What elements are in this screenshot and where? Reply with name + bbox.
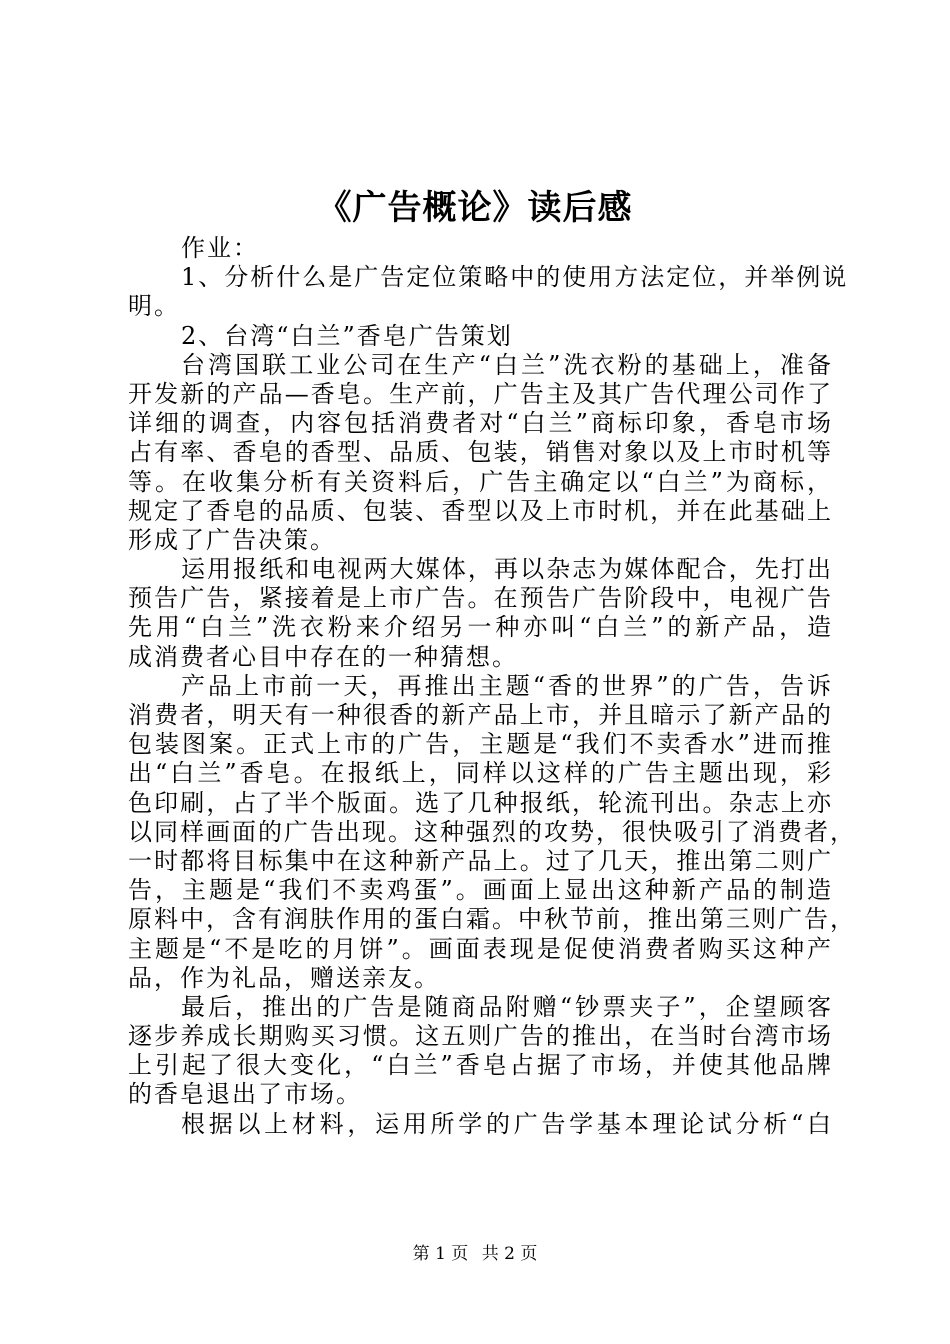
text-line: 告，主题是“我们不卖鸡蛋”。画面上显出这种新产品的制造	[128, 876, 833, 905]
page-footer	[0, 1242, 950, 1266]
text-line: 等。在收集分析有关资料后，广告主确定以“白兰”为商标，	[128, 467, 833, 496]
text-line: 明。	[128, 292, 180, 321]
text-line: 根据以上材料，运用所学的广告学基本理论试分析“白	[181, 1109, 833, 1138]
text-line: 消费者，明天有一种很香的新产品上市，并且暗示了新产品的	[128, 701, 833, 729]
text-line: 形成了广告决策。	[128, 525, 336, 554]
text-line: 主题是“不是吃的月饼”。画面表现是促使消费者购买这种产	[128, 934, 833, 963]
text-line: 运用报纸和电视两大媒体，再以杂志为媒体配合，先打出	[181, 555, 833, 584]
text-line: 预告广告，紧接着是上市广告。在预告广告阶段中，电视广告	[128, 584, 833, 613]
page-title: 《广告概论》读后感	[317, 188, 633, 228]
text-line: 品，作为礼品，赠送亲友。	[128, 963, 440, 992]
text-line: 包装图案。正式上市的广告，主题是“我们不卖香水”进而推	[128, 730, 833, 759]
text-line: 原料中，含有润肤作用的蛋白霜。中秋节前，推出第三则广告，	[128, 905, 856, 934]
text-line: 占有率、香皂的香型、品质、包装，销售对象以及上市时机等	[128, 438, 833, 467]
text-line: 2、台湾“白兰”香皂广告策划	[181, 321, 513, 350]
text-line: 规定了香皂的品质、包装、香型以及上市时机，并在此基础上	[128, 496, 833, 525]
text-line: 作业：	[181, 234, 259, 262]
text-line: 详细的调查，内容包括消费者对“白兰”商标印象，香皂市场	[128, 409, 833, 438]
page-number: 第 1 页	[412, 1244, 469, 1264]
page-total: 共 2 页	[481, 1244, 538, 1264]
text-line: 最后，推出的广告是随商品附赠“钞票夹子”，企望顾客	[181, 992, 833, 1021]
text-line: 的香皂退出了市场。	[128, 1080, 362, 1109]
text-line: 出“白兰”香皂。在报纸上，同样以这样的广告主题出现，彩	[128, 759, 833, 788]
text-line: 产品上市前一天，再推出主题“香的世界”的广告，告诉	[181, 671, 833, 700]
text-line: 1、分析什么是广告定位策略中的使用方法定位，并举例说	[181, 263, 849, 292]
text-line: 成消费者心目中存在的一种猜想。	[128, 642, 518, 671]
text-line: 台湾国联工业公司在生产“白兰”洗衣粉的基础上，准备	[181, 350, 833, 379]
text-line: 逐步养成长期购买习惯。这五则广告的推出，在当时台湾市场	[128, 1022, 833, 1051]
text-line: 色印刷，占了半个版面。选了几种报纸，轮流刊出。杂志上亦	[128, 788, 833, 817]
text-line: 先用“白兰”洗衣粉来介绍另一种亦叫“白兰”的新产品，造	[128, 613, 833, 642]
document-body	[128, 234, 856, 1139]
text-line: 以同样画面的广告出现。这种强烈的攻势，很快吸引了消费者，	[128, 817, 856, 846]
text-line: 一时都将目标集中在这种新产品上。过了几天，推出第二则广	[128, 846, 833, 875]
text-line: 开发新的产品—香皂。生产前，广告主及其广告代理公司作了	[128, 379, 833, 408]
text-line: 上引起了很大变化，“白兰”香皂占据了市场，并使其他品牌	[128, 1051, 833, 1080]
